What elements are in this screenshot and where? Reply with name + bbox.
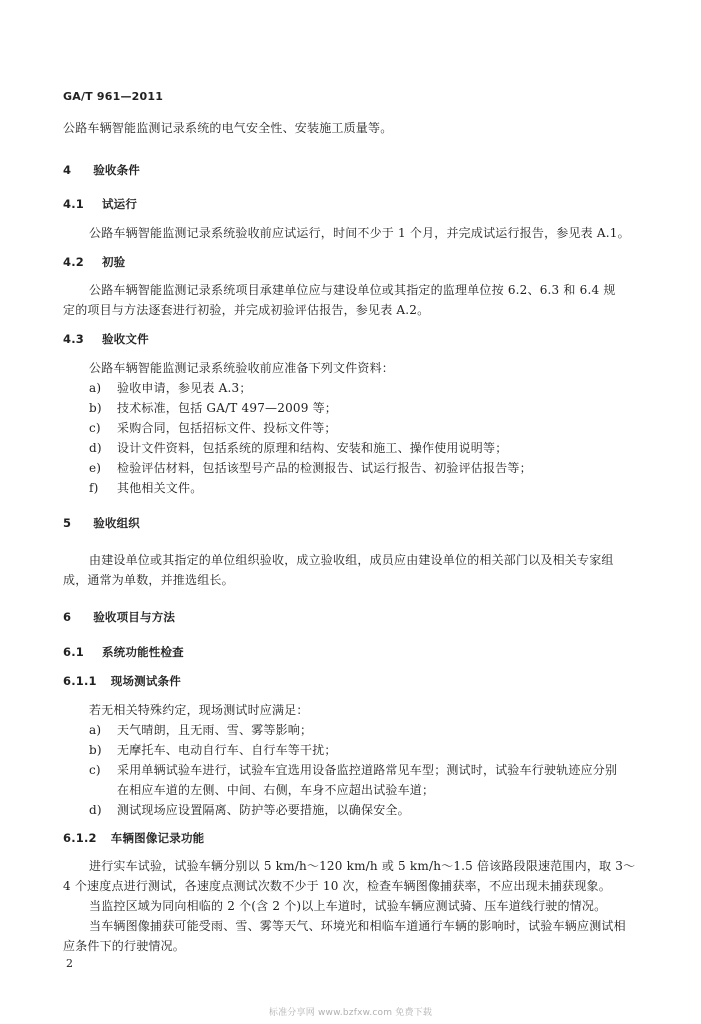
section-number: 6.1 [63,645,84,659]
list-item-text: 设计文件资料，包括系统的原理和结构、安装和施工、操作使用说明等； [117,441,508,455]
page-number: 2 [66,957,74,970]
list-item [89,420,337,436]
list-item [89,762,617,778]
list-item-label: c) [89,421,101,435]
list-item-text: 检验评估材料，包括该型号产品的检测报告、试运行报告、初验评估报告等； [117,461,532,475]
section-title: 初验 [101,255,126,269]
list-item-text: 采用单辆试验车进行，试验车宜选用设备监控道路常见车型；测试时，试验车行驶轨迹应分别 [117,763,618,777]
section-6-1-2-p1-line-2: 4 个速度点进行测试，各速度点测试次数不少于 10 次，检查车辆图像捕获率，不应出现未捕获现象。 [63,879,611,893]
list-item [89,460,532,476]
intro-line: 公路车辆智能监测记录系统的电气安全性、安装施工质量等。 [63,121,393,135]
section-6-heading [63,609,175,625]
section-4-2-line-2: 定的项目与方法逐套进行初验，并完成初验评估报告，参见表 A.2。 [63,303,430,317]
list-item-label: b) [89,743,102,757]
section-4-3-intro: 公路车辆智能监测记录系统验收前应准备下列文件资料： [89,361,395,375]
section-6-1-2-p2: 当监控区域为同向相临的 2 个(含 2 个)以上车道时，试验车辆应测试骑、压车道线行驶的情况。 [89,899,607,913]
section-title: 验收文件 [101,332,149,346]
list-item-text: 验收申请，参见表 A.3； [117,381,252,395]
list-item-text: 其他相关文件。 [117,481,203,495]
section-title: 车辆图像记录功能 [110,831,205,845]
list-item-label: c) [89,763,101,777]
section-number: 4.2 [63,255,84,269]
standard-code: GA/T 961—2011 [63,90,164,103]
list-item-text: 测试现场应设置隔离、防护等必要措施，以确保安全。 [117,803,410,817]
section-title: 验收组织 [93,516,141,530]
section-title: 系统功能性检查 [101,645,184,659]
list-item-continuation: 在相应车道的左侧、中间、右侧，车身不应超出试验车道； [117,783,435,797]
section-6-1-2-p1-line-1: 进行实车试验，试验车辆分别以 5 km/h～120 km/h 或 5 km/h～1.5 倍该路段限速范围内，取 3～ [89,859,636,873]
section-4-2-heading [63,254,125,270]
section-number: 4.1 [63,197,84,211]
list-item-text: 天气晴朗，且无雨、雪、雾等影响； [117,723,313,737]
section-4-3-heading [63,331,149,347]
section-6-1-2-heading [63,830,204,846]
watermark-footer: 标准分享网 www.bzfxw.com 免费下载 [268,1008,433,1018]
section-5-line-1: 由建设单位或其指定的单位组织验收，成立验收组，成员应由建设单位的相关部门以及相关专家组 [89,553,614,567]
list-item [89,802,410,818]
section-6-1-1-heading [63,673,181,689]
list-item-text: 无摩托车、电动自行车、自行车等干扰； [117,743,337,757]
section-4-heading [63,162,140,178]
list-item [89,722,312,738]
section-number: 6 [63,610,72,624]
list-item [89,742,337,758]
section-6-1-2-p3-line-1: 当车辆图像捕获可能受雨、雪、雾等天气、环境光和相临车道通行车辆的影响时，试验车辆应测试相 [89,919,626,933]
list-item [89,400,337,416]
section-5-heading [63,515,140,531]
section-4-1-heading [63,196,137,212]
section-number: 6.1.2 [63,831,97,845]
section-6-1-1-intro: 若无相关特殊约定，现场测试时应满足： [89,703,309,717]
list-item-label: d) [89,803,102,817]
section-5-line-2: 成，通常为单数，并推选组长。 [63,573,234,587]
section-title: 试运行 [101,197,138,211]
list-item-text: 技术标准，包括 GA/T 497—2009 等； [117,401,337,415]
list-item-label: f) [89,481,99,495]
section-4-2-line-1: 公路车辆智能监测记录系统项目承建单位应与建设单位或其指定的监理单位按 6.2、6.3 和 6.4 规 [89,283,616,297]
section-number: 6.1.1 [63,674,97,688]
section-title: 现场测试条件 [110,674,181,688]
list-item [89,480,202,496]
section-6-1-2-p3-line-2: 应条件下的行驶情况。 [63,939,186,953]
list-item-label: a) [89,723,102,737]
section-6-1-heading [63,644,184,660]
section-4-1-text: 公路车辆智能监测记录系统验收前应试运行，时间不少于 1 个月，并完成试运行报告，参见表 A.1。 [89,226,630,240]
section-number: 4 [63,163,72,177]
list-item [89,380,252,396]
section-title: 验收条件 [93,163,141,177]
list-item-text: 采购合同，包括招标文件、投标文件等； [117,421,337,435]
section-number: 5 [63,516,72,530]
list-item [89,440,507,456]
section-number: 4.3 [63,332,84,346]
list-item-label: a) [89,381,102,395]
list-item-label: d) [89,441,102,455]
list-item-label: b) [89,401,102,415]
section-title: 验收项目与方法 [93,610,176,624]
list-item-label: e) [89,461,102,475]
